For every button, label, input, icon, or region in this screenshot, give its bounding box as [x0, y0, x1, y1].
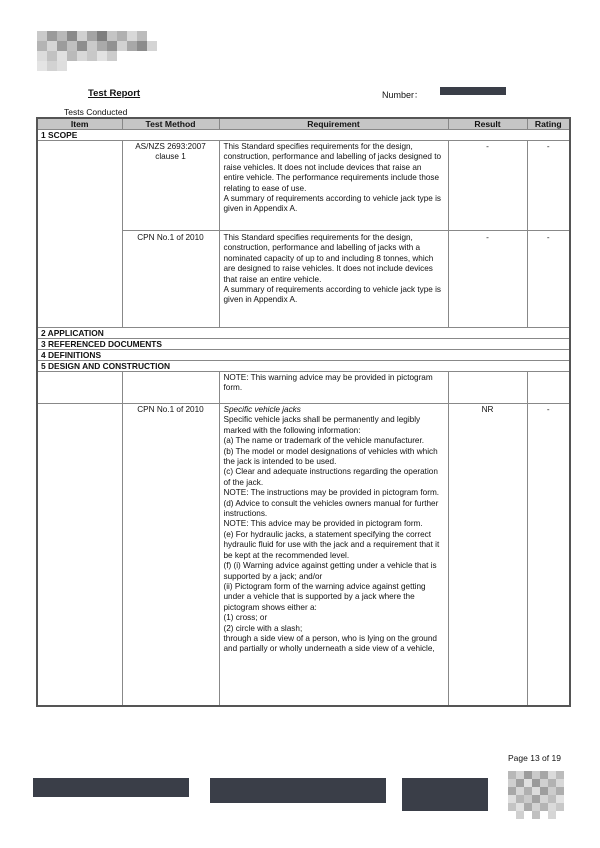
- requirement-text: This Standard specifies requirements for the design, construction, performance and labelling of jacks designed to raise vehicles. It does not include devices that raise an entire vehicle. The performance requirements include those relating to ease of use. A summary of requirements according to vehicle jack type is given in Appendix A.: [223, 142, 442, 214]
- redacted-block-center: [210, 778, 386, 803]
- table-row: [37, 141, 570, 231]
- company-logo: [37, 27, 157, 71]
- section-definitions: 4 DEFINITIONS: [37, 350, 570, 361]
- item-cell: [37, 404, 122, 706]
- requirement-cell: [219, 372, 448, 404]
- requirement-text: This Standard specifies requirements for the design, construction, performance and labelling of jacks with a nominated capacity of up to and including 8 tonnes, which are designed to raise vehicles. It does not include devices that raise an entire vehicle. A summary of requirements according to vehicle jack type is given in Appendix A.: [223, 233, 442, 305]
- test-method-cell: AS/NZS 2693:2007 clause 1: [122, 141, 219, 231]
- column-header-result: Result: [448, 118, 527, 130]
- requirement-cell: [219, 231, 448, 328]
- section-row: [37, 350, 570, 361]
- result-cell: -: [448, 141, 527, 231]
- redacted-block-right: [402, 778, 488, 811]
- item-cell: [37, 372, 122, 404]
- requirement-cell: [219, 404, 448, 706]
- result-cell: [448, 372, 527, 404]
- section-row: [37, 361, 570, 372]
- page-number: Page 13 of 19: [508, 753, 561, 763]
- section-referenced-documents: 3 REFERENCED DOCUMENTS: [37, 339, 570, 350]
- table-row: [37, 372, 570, 404]
- test-method-cell: [122, 372, 219, 404]
- redacted-block-left: [33, 778, 189, 797]
- requirement-text: NOTE: This warning advice may be provided in pictogram form.: [223, 373, 433, 393]
- rating-cell: -: [527, 231, 570, 328]
- section-scope: 1 SCOPE: [37, 130, 570, 141]
- item-cell: [37, 141, 122, 328]
- tests-table: [36, 117, 571, 707]
- section-row: [37, 130, 570, 141]
- report-number-redacted: [440, 87, 506, 95]
- qr-code-icon: [508, 771, 564, 819]
- requirement-cell: [219, 141, 448, 231]
- result-cell: NR: [448, 404, 527, 706]
- rating-cell: [527, 372, 570, 404]
- column-header-item: Item: [37, 118, 122, 130]
- requirement-text: Specific vehicle jacks shall be permanently and legibly marked with the following information: (a) The name or trademark of the vehicle manufacturer. (b) The model or model designations of vehicles with which the jack is intended to be used. (c) Clear and adequate instructions regarding the operation of the jack. NOTE: The instructions may be provided in pictogram form. (d) Advice to consult the vehicles owners manual for further instructions. NOTE: This advice may be provided in pictogram form. (e) For hydraulic jacks, a statement specifying the correct hydraulic fluid for use with the jack and a requirement that it be kept at the recommended level. (f) (i) Warning advice against getting under a vehicle that is supported by a jack; and/or (ii) Pictogram form of the warning advice against getting under a vehicle that is supported by a jack where the pictogram shows either a: (1) cross; or (2) circle with a slash; through a side view of a person, who is lying on the ground and partially or wholly underneath a side view of a vehicle,: [223, 415, 440, 654]
- test-method-cell: CPN No.1 of 2010: [122, 404, 219, 706]
- section-application: 2 APPLICATION: [37, 328, 570, 339]
- column-header-test-method: Test Method: [122, 118, 219, 130]
- report-number-label: Number：: [382, 90, 424, 100]
- rating-cell: -: [527, 404, 570, 706]
- result-cell: -: [448, 231, 527, 328]
- column-header-rating: Rating: [527, 118, 570, 130]
- test-method-cell: CPN No.1 of 2010: [122, 231, 219, 328]
- column-header-requirement: Requirement: [219, 118, 448, 130]
- tests-conducted-label: Tests Conducted: [64, 107, 128, 117]
- report-title: Test Report: [88, 88, 141, 99]
- requirement-heading: Specific vehicle jacks: [223, 405, 301, 414]
- section-row: [37, 328, 570, 339]
- rating-cell: -: [527, 141, 570, 231]
- table-header-row: [37, 118, 570, 130]
- section-design-and-construction: 5 DESIGN AND CONSTRUCTION: [37, 361, 570, 372]
- table-row: [37, 404, 570, 706]
- section-row: [37, 339, 570, 350]
